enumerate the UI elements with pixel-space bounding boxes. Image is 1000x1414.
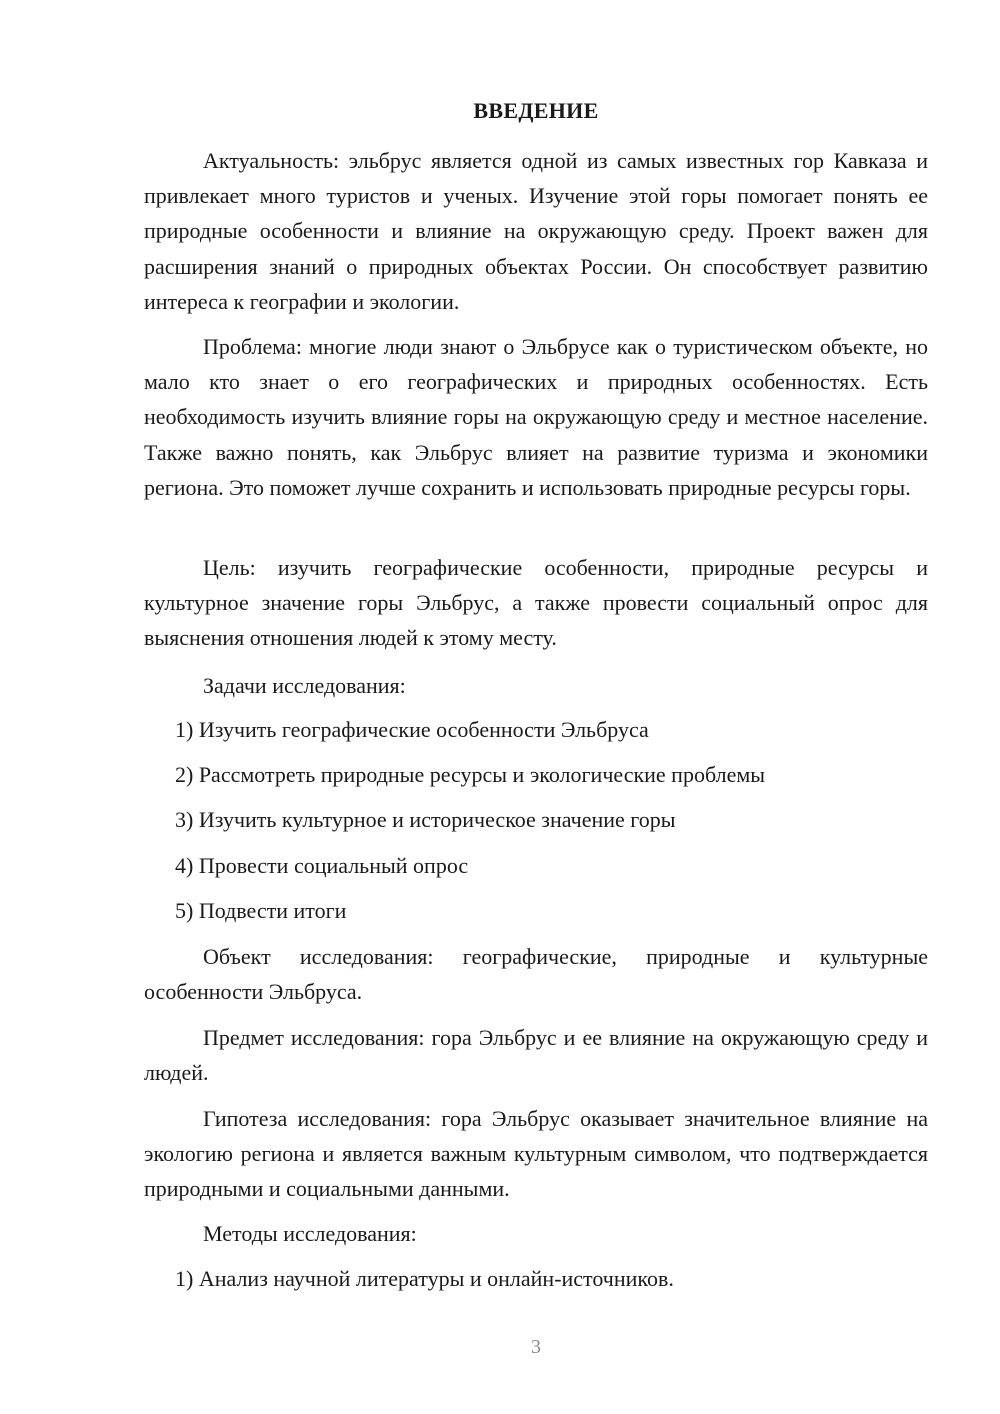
task-item: 5) Подвести итоги [175,898,347,923]
task-item: 2) Рассмотреть природные ресурсы и экологические проблемы [175,762,766,787]
problem-paragraph: Проблема: многие люди знают о Эльбрусе как о туристическом объекте, но мало кто знает о его географических и природных особенностях. Есть необходимость изучить влияние горы на окружающую среду и местное население. Также важно понять, как Эльбрус влияет на развитие туризма и экономики региона. Это поможет лучше сохранить и использовать природные ресурсы горы. [144,334,928,500]
hypothesis-paragraph: Гипотеза исследования: гора Эльбрус оказывает значительное влияние на экологию региона и является важным культурным символом, что подтверждается природными и социальными данными. [144,1106,928,1202]
object-paragraph: Объект исследования: географические, природные и культурные особенности Эльбруса. [144,944,928,1005]
task-item: 4) Провести социальный опрос [175,853,469,878]
relevance-paragraph: Актуальность: эльбрус является одной из самых известных гор Кавказа и привлекает много туристов и ученых. Изучение этой горы помогает понять ее природные особенности и влияние на окружающую среду. Проект важен для расширения знаний о природных объектах России. Он способствует развитию интереса к географии и экологии. [144,148,928,314]
method-item: 1) Анализ научной литературы и онлайн-источников. [175,1266,674,1291]
task-item: 3) Изучить культурное и историческое значение горы [175,807,676,832]
subject-paragraph: Предмет исследования: гора Эльбрус и ее влияние на окружающую среду и людей. [144,1025,928,1086]
methods-heading: Методы исследования: [203,1221,417,1246]
task-item: 1) Изучить географические особенности Эльбруса [175,717,649,742]
goal-paragraph: Цель: изучить географические особенности, природные ресурсы и культурное значение горы Эльбрус, а также провести социальный опрос для выяснения отношения людей к этому месту. [144,555,928,651]
tasks-heading: Задачи исследования: [203,673,406,698]
page-number: 3 [531,1336,541,1358]
section-heading: ВВЕДЕНИЕ [473,98,599,123]
